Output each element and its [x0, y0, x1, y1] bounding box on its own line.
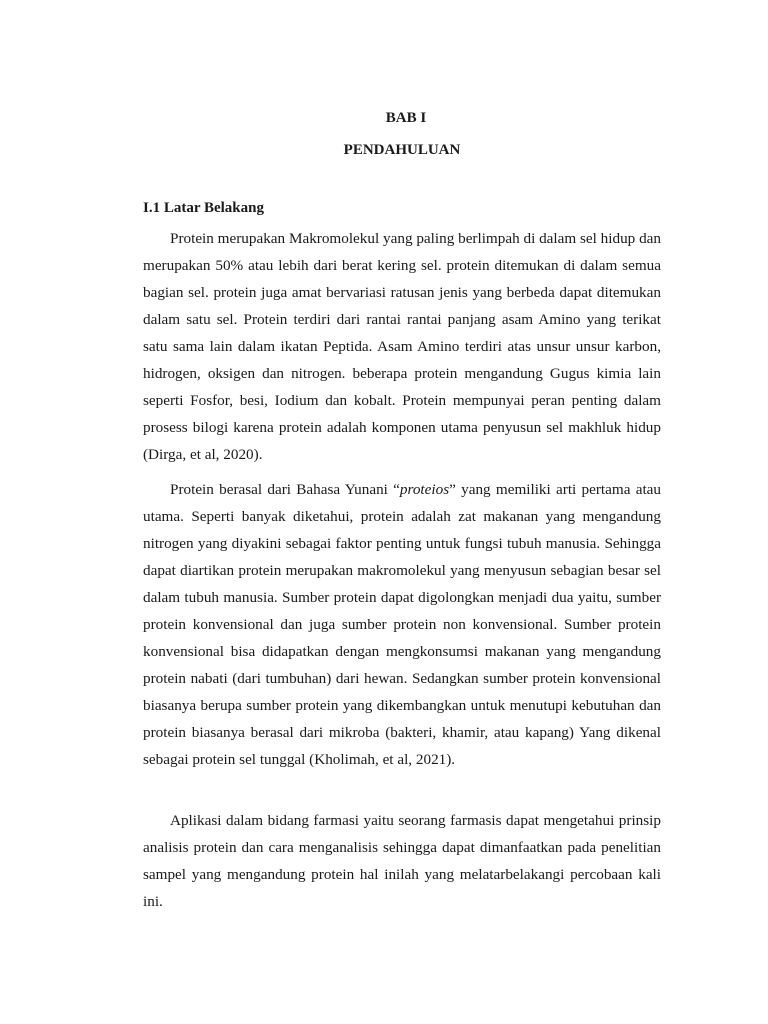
paragraph-2-term: proteios — [399, 481, 450, 498]
paragraph-1: Protein merupakan Makromolekul yang paling berlimpah di dalam sel hidup dan merupakan 50% atau lebih dari berat kering sel. protein ditemukan di dalam semua bagian sel. protein juga amat bervariasi ratusan jenis yang berbeda dapat ditemukan dalam satu sel. Protein terdiri dari rantai rantai panjang asam Amino yang terikat satu sama lain dalam ikatan Peptida. Asam Amino terdiri atas unsur unsur karbon, hidrogen, oksigen dan nitrogen. beberapa protein mengandung Gugus kimia lain seperti Fosfor, besi, Iodium dan kobalt. Protein mempunyai peran penting dalam prosess bilogi karena protein adalah komponen utama penyusun sel makhluk hidup (Dirga, et al, 2020). — [143, 230, 661, 463]
chapter-title: PENDAHULUAN — [343, 142, 461, 158]
chapter-number: BAB I — [385, 110, 427, 126]
paragraph-2 — [143, 476, 661, 773]
section-heading: I.1 Latar Belakang — [143, 200, 264, 216]
paragraph-2-rest: ” yang memiliki arti pertama atau utama. Seperti banyak diketahui, protein adalah zat makanan yang mengandung nitrogen yang diyakini sebagai faktor penting untuk fungsi tubuh manusia. Sehingga dapat diartikan protein merupakan makromolekul yang menyusun sebagian besar sel dalam tubuh manusia. Sumber protein dapat digolongkan menjadi dua yaitu, sumber protein konvensional dan juga sumber protein non konvensional. Sumber protein konvensional bisa didapatkan dengan mengkonsumsi makanan yang mengandung protein nabati (dari tumbuhan) dari hewan. Sedangkan sumber protein konvensional biasanya berupa sumber protein yang dikembangkan untuk menutupi kebutuhan dan protein biasanya berasal dari mikroba (bakteri, khamir, atau kapang) Yang dikenal sebagai protein sel tunggal (Kholimah, et al, 2021). — [143, 481, 661, 768]
paragraph-3: Aplikasi dalam bidang farmasi yaitu seorang farmasis dapat mengetahui prinsip analisis protein dan cara menganalisis sehingga dapat dimanfaatkan pada penelitian sampel yang mengandung protein hal inilah yang melatarbelakangi percobaan kali ini. — [143, 812, 661, 910]
paragraph-2-lead: Protein berasal dari Bahasa Yunani “ — [170, 481, 400, 498]
